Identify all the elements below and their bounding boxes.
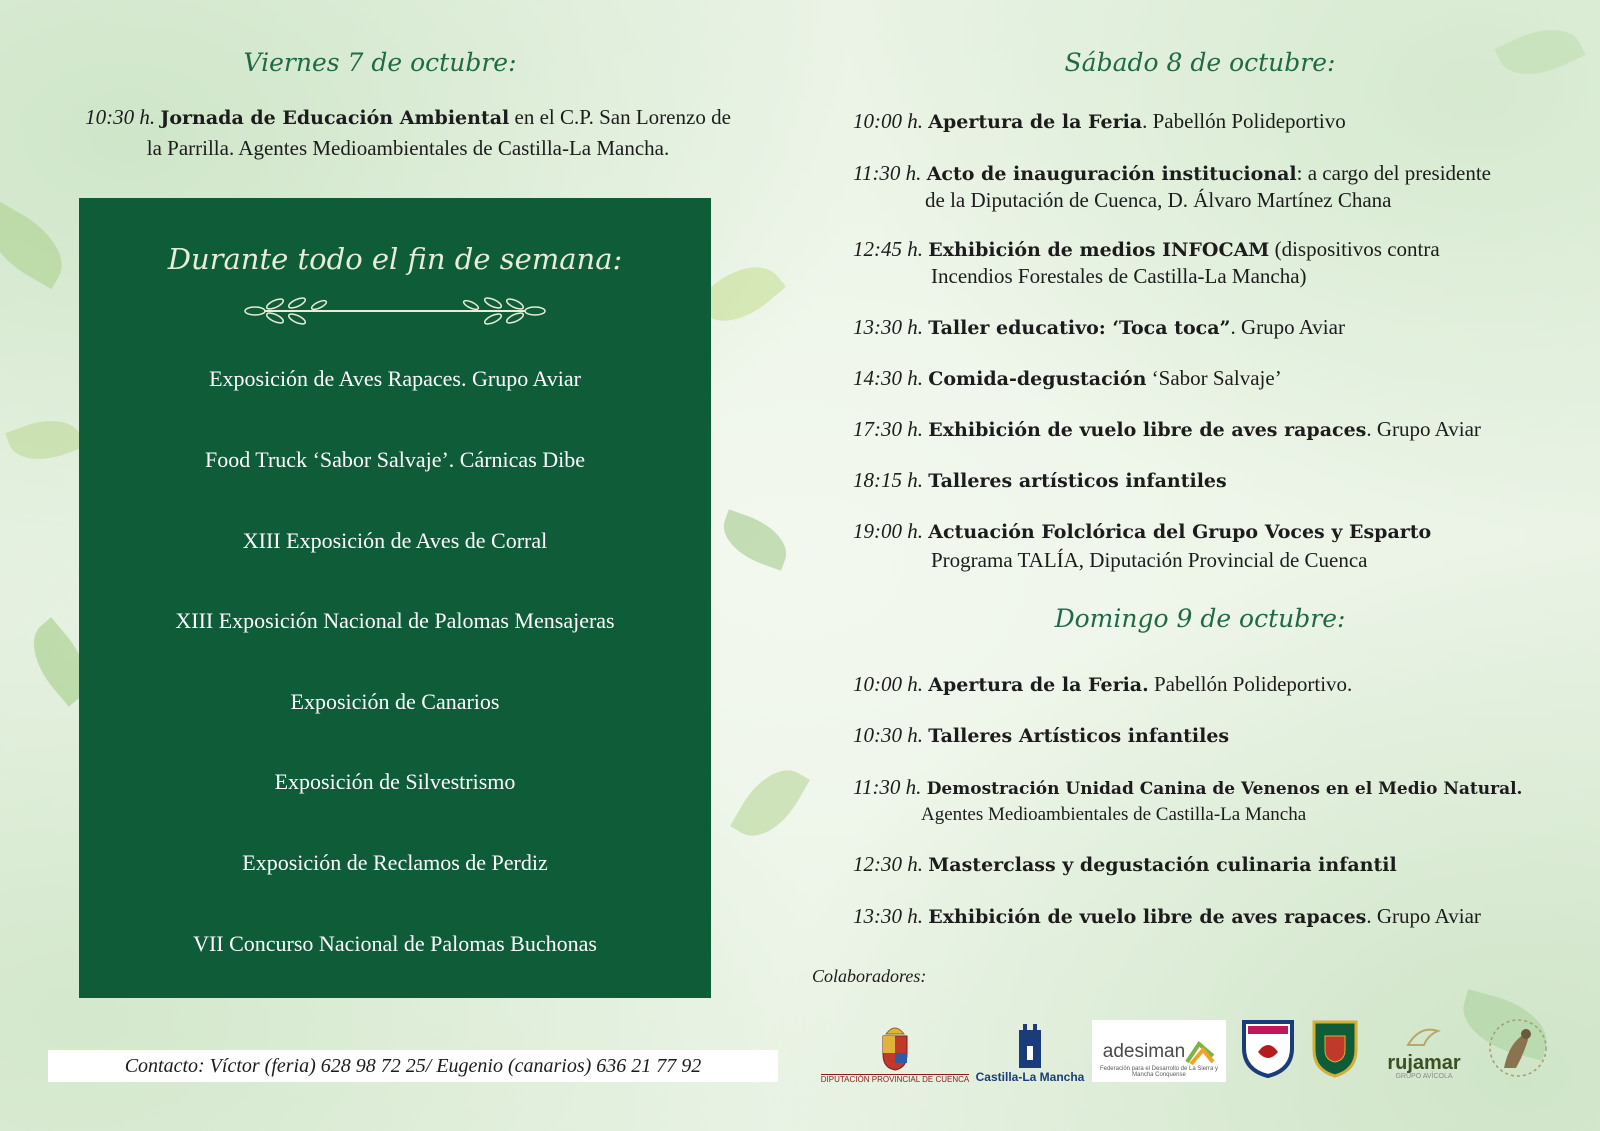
entry-time: 10:30 h. <box>85 105 156 129</box>
entry-time: 18:15 h. <box>853 468 923 492</box>
weekend-heading: Durante todo el fin de semana: <box>167 242 623 276</box>
deer-shield-icon <box>1240 1018 1296 1080</box>
entry-time: 13:30 h. <box>853 315 923 339</box>
saturday-entry <box>853 236 1573 289</box>
friday-heading: Viernes 7 de octubre: <box>243 48 517 77</box>
sunday-heading: Domingo 9 de octubre: <box>1054 604 1346 633</box>
saturday-entry <box>853 365 1573 392</box>
weekend-item: Exposición de Reclamos de Perdiz <box>242 850 548 875</box>
entry-title: Masterclass y degustación culinaria infantil <box>928 854 1397 876</box>
entry-rest: ‘Sabor Salvaje’ <box>1146 366 1282 390</box>
collaborators-heading: Colaboradores: <box>812 966 927 986</box>
adesiman-name: adesiman <box>1102 1041 1186 1062</box>
entry-time: 11:30 h. <box>853 161 922 185</box>
entry-time: 10:00 h. <box>853 672 923 696</box>
entry-line2: Programa TALÍA, Diputación Provincial de Cuenca <box>931 548 1368 572</box>
badge-shield-icon <box>1310 1018 1360 1080</box>
entry-title: Talleres Artísticos infantiles <box>928 725 1230 747</box>
sunday-entry <box>853 671 1573 698</box>
weekend-item: Exposición de Canarios <box>290 689 500 714</box>
friday-entry <box>48 104 768 161</box>
entry-time: 12:45 h. <box>853 237 923 261</box>
bird-emblem-icon <box>1486 1014 1550 1082</box>
entry-title: Taller educativo: ‘Toca toca” <box>928 317 1231 339</box>
weekend-item: Exposición de Silvestrismo <box>274 769 516 794</box>
leaf-decoration <box>5 409 84 471</box>
sunday-entry <box>853 903 1573 930</box>
entry-line2: la Parrilla. Agentes Medioambientales de Castilla-La Mancha. <box>146 136 670 160</box>
entry-title: Exhibición de vuelo libre de aves rapaces <box>928 419 1367 441</box>
saturday-heading: Sábado 8 de octubre: <box>1064 48 1336 77</box>
entry-line2: de la Diputación de Cuenca, D. Álvaro Martínez Chana <box>925 188 1392 212</box>
rujamar-subtitle: GRUPO AVÍCOLA <box>1395 1073 1453 1080</box>
coat-of-arms-icon <box>878 1022 912 1072</box>
weekend-item: XIII Exposición de Aves de Corral <box>242 528 548 553</box>
entry-title: Apertura de la Feria. <box>928 674 1149 696</box>
entry-time: 11:30 h. <box>853 775 922 799</box>
sunday-entry <box>853 851 1573 878</box>
entry-rest: Pabellón Polideportivo. <box>1148 672 1353 696</box>
saturday-entry <box>853 416 1573 443</box>
castle-icon <box>1015 1022 1045 1070</box>
castilla-logo <box>975 1012 1085 1084</box>
entry-title: Talleres artísticos infantiles <box>928 470 1227 492</box>
leaf-decoration <box>1494 15 1585 89</box>
laurel-divider-icon <box>235 294 555 328</box>
weekend-item: VII Concurso Nacional de Palomas Buchonas <box>193 931 597 956</box>
saturday-entry <box>853 467 1573 494</box>
adesiman-logo <box>1092 1020 1226 1082</box>
leaf-decoration <box>730 757 810 849</box>
entry-time: 12:30 h. <box>853 852 923 876</box>
weekend-panel <box>79 198 711 998</box>
rujamar-name: rujamar <box>1387 1052 1461 1074</box>
saturday-entry <box>853 108 1573 135</box>
entry-rest: (dispositivos contra <box>1269 237 1440 261</box>
entry-title: Exhibición de medios INFOCAM <box>928 239 1270 261</box>
adesiman-subtitle: Federación para el Desarrollo de La Sierra y Mancha Conquense <box>1099 1066 1219 1078</box>
contact-bar: Contacto: Víctor (feria) 628 98 72 25/ Eugenio (canarios) 636 21 77 92 <box>48 1050 778 1082</box>
entry-rest: en el C.P. San Lorenzo de <box>509 105 731 129</box>
leaf-decoration <box>0 201 76 289</box>
entry-title: Comida-degustación <box>928 368 1147 390</box>
entry-time: 19:00 h. <box>853 519 923 543</box>
entry-title: Demostración Unidad Canina de Venenos en el Medio Natural. <box>926 779 1523 799</box>
entry-rest: . Pabellón Polideportivo <box>1142 109 1346 133</box>
entry-title: Actuación Folclórica del Grupo Voces y Esparto <box>928 521 1432 543</box>
entry-title: Apertura de la Feria <box>928 111 1143 133</box>
entry-time: 17:30 h. <box>853 417 923 441</box>
entry-rest: . Grupo Aviar <box>1230 315 1345 339</box>
saturday-entry <box>853 518 1573 573</box>
diputacion-name: DIPUTACIÓN PROVINCIAL DE CUENCA <box>820 1075 970 1084</box>
weekend-item: XIII Exposición Nacional de Palomas Mensajeras <box>175 608 615 633</box>
weekend-item: Food Truck ‘Sabor Salvaje’. Cárnicas Dibe <box>204 447 586 472</box>
weekend-item: Exposición de Aves Rapaces. Grupo Aviar <box>209 366 581 391</box>
diputacion-logo <box>820 1012 970 1084</box>
castilla-name: Castilla-La Mancha <box>975 1070 1085 1084</box>
entry-title: Jornada de Educación Ambiental <box>160 107 510 129</box>
leaf-decoration <box>715 509 794 571</box>
saturday-entry <box>853 160 1573 213</box>
adesiman-wave-icon <box>1185 1038 1215 1066</box>
sunday-entry <box>853 722 1573 749</box>
entry-rest: . Grupo Aviar <box>1366 904 1481 928</box>
entry-title: Exhibición de vuelo libre de aves rapaces <box>928 906 1367 928</box>
entry-time: 10:30 h. <box>853 723 923 747</box>
entry-time: 10:00 h. <box>853 109 923 133</box>
bird-icon <box>1404 1025 1444 1053</box>
entry-rest: : a cargo del presidente <box>1296 161 1492 185</box>
entry-title: Acto de inauguración institucional <box>926 163 1297 185</box>
sunday-entry <box>853 774 1583 828</box>
entry-rest: . Grupo Aviar <box>1366 417 1481 441</box>
entry-line2: Incendios Forestales de Castilla-La Mancha) <box>931 264 1307 288</box>
entry-time: 13:30 h. <box>853 904 923 928</box>
rujamar-logo <box>1372 1018 1476 1080</box>
saturday-entry <box>853 314 1573 341</box>
entry-line2: Agentes Medioambientales de Castilla-La Mancha <box>921 804 1307 825</box>
entry-time: 14:30 h. <box>853 366 923 390</box>
